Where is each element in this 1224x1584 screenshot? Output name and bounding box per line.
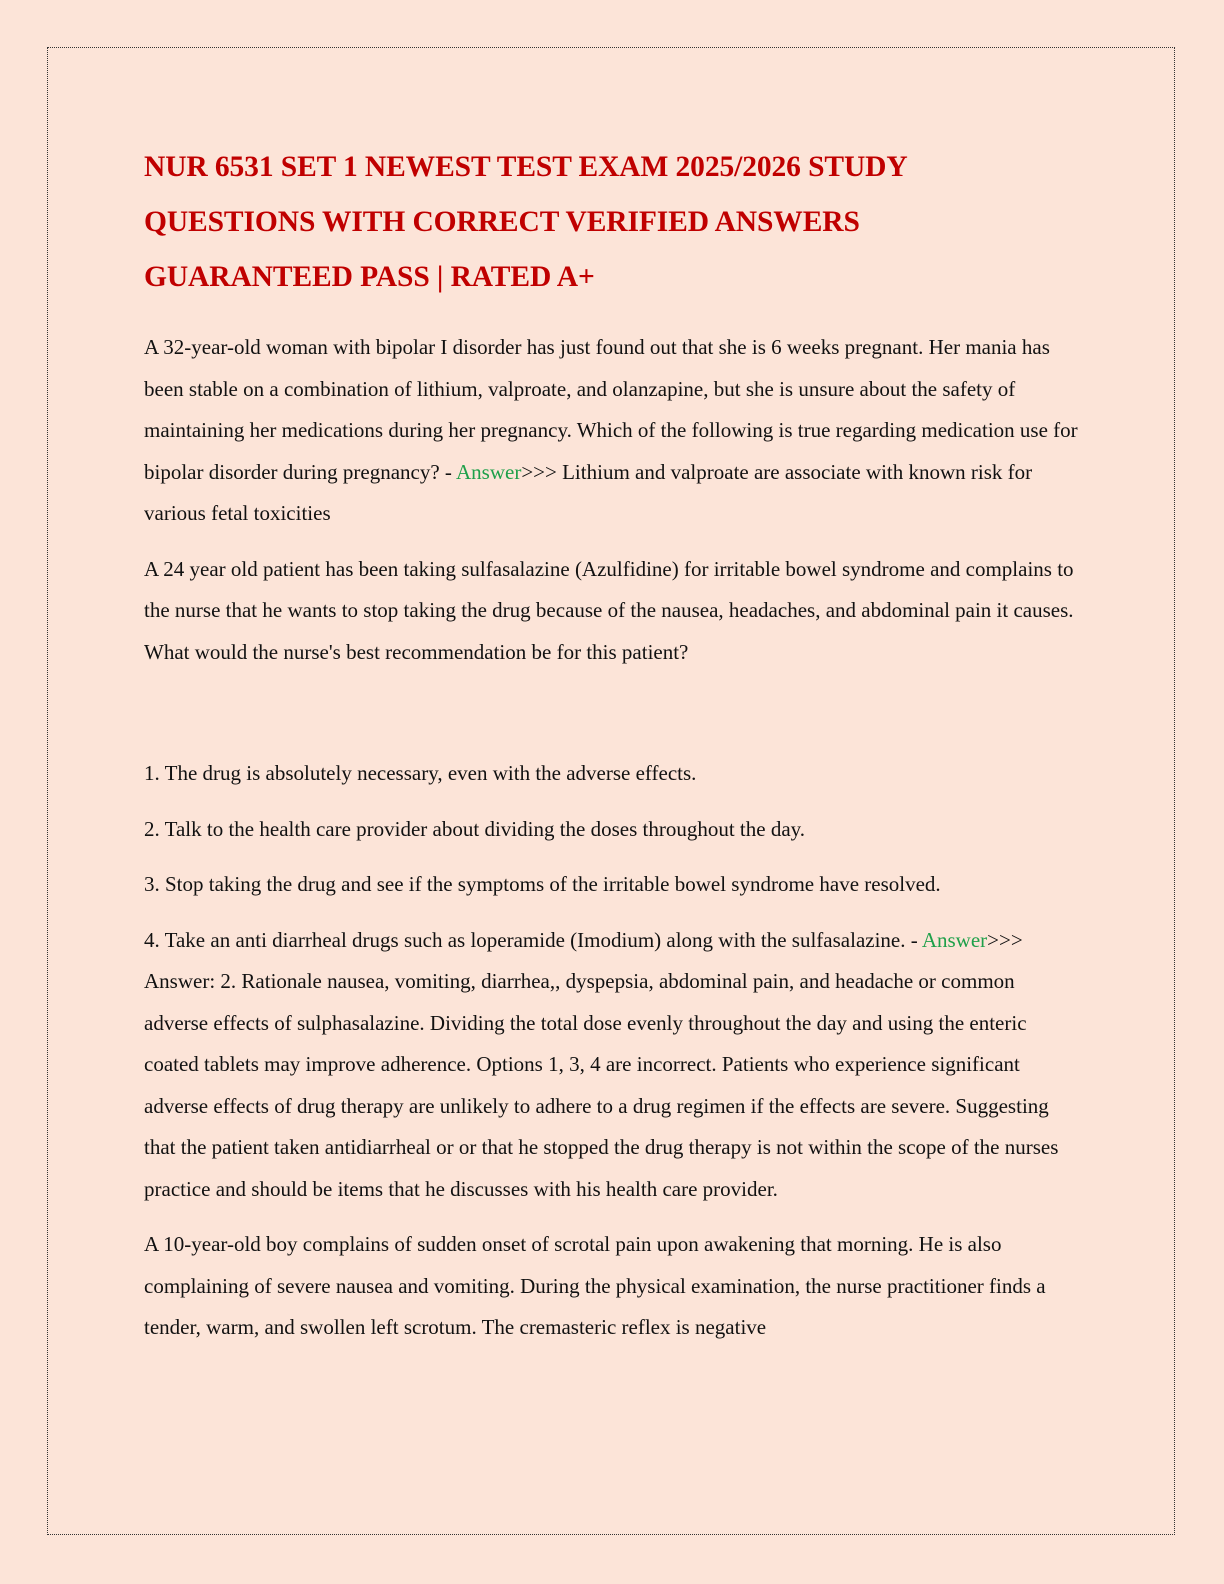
document-title bbox=[144, 140, 1084, 305]
question-3-text: A 10-year-old boy complains of sudden onset of scrotal pain upon awakening that morning. He is also complaining of severe nausea and vomiting. During the physical examination, the nurse practitioner finds a tender, warm, and swollen left scrotum. The cremasteric reflex is negative bbox=[144, 1232, 1046, 1339]
answer-label: Answer bbox=[921, 927, 988, 952]
title-line-3: GUARANTEED PASS | RATED A+ bbox=[144, 261, 595, 293]
question-2-option-4-text: 4. Take an anti diarrheal drugs such as loperamide (Imodium) along with the sulfasalazine. - bbox=[144, 927, 922, 952]
answer-marker: >>> bbox=[521, 459, 557, 484]
question-2-option-1: 1. The drug is absolutely necessary, even with the adverse effects. bbox=[144, 761, 697, 785]
question-1-text: A 32-year-old woman with bipolar I disorder has just found out that she is 6 weeks pregnant. Her mania has been stable on a combination of lithium, valproate, and olanzapine, but she is unsure about the safety of maintaining her medications during her pregnancy. Which of the following is true regarding medication use for bipolar disorder during pregnancy? - bbox=[144, 335, 1078, 484]
question-2-option-2: 2. Talk to the health care provider about dividing the doses throughout the day. bbox=[144, 816, 806, 841]
title-line-1: NUR 6531 SET 1 NEWEST TEST EXAM 2025/2026 STUDY bbox=[144, 151, 908, 183]
question-2 bbox=[144, 549, 1084, 674]
document-content bbox=[144, 140, 1084, 1349]
question-1-answer: Lithium and valproate are associate with known risk for various fetal toxicities bbox=[144, 459, 1033, 525]
question-2-option-3: 3. Stop taking the drug and see if the symptoms of the irritable bowel syndrome have resolved. bbox=[144, 872, 941, 896]
question-2-text: A 24 year old patient has been taking sulfasalazine (Azulfidine) for irritable bowel syndrome and complains to the nurse that he wants to stop taking the drug because of the nausea, headaches, and abdominal pain it causes. What would the nurse's best recommendation be for this patient? bbox=[144, 556, 1074, 664]
question-1 bbox=[144, 327, 1084, 535]
title-line-2: QUESTIONS WITH CORRECT VERIFIED ANSWERS bbox=[144, 206, 860, 238]
answer-marker: >>> bbox=[987, 927, 1023, 952]
question-2-answer: Answer: 2. Rationale nausea, vomiting, diarrhea,, dyspepsia, abdominal pain, and headache or common adverse effects of sulphasalazine. Dividing the total dose evenly throughout the day and using the enteric coated tablets may improve adherence. Options 1, 3, 4 are incorrect. Patients who experience significant adverse effects of drug therapy are unlikely to adhere to a drug regimen if the effects are severe. Suggesting that the patient taken antidiarrheal or or that he stopped the drug therapy is not within the scope of the nurses practice and should be items that he discusses with his health care provider. bbox=[144, 969, 1059, 1201]
question-3 bbox=[144, 1224, 1084, 1349]
answer-label: Answer bbox=[456, 459, 522, 484]
question-2-option-4 bbox=[144, 920, 1084, 1211]
